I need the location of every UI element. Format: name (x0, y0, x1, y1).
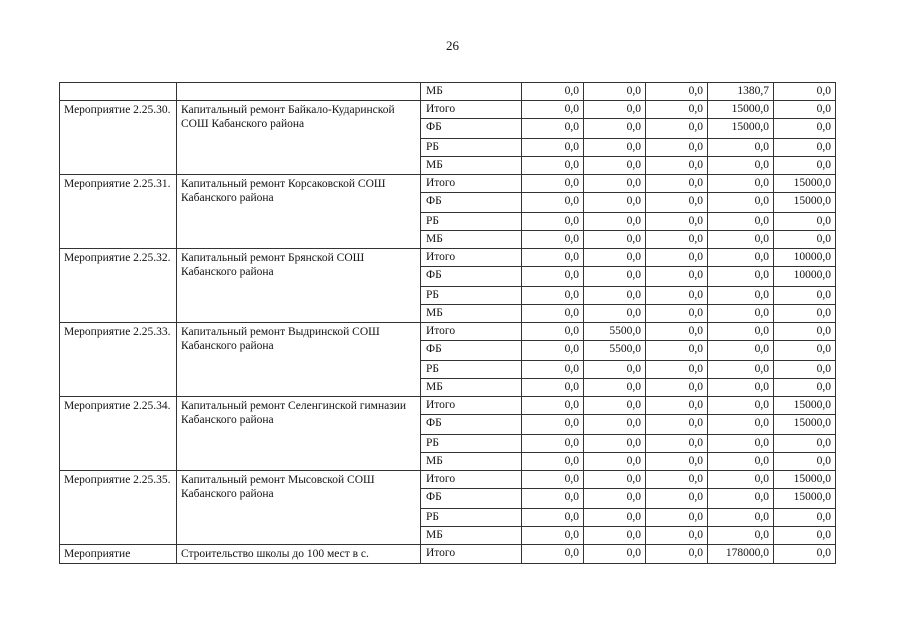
value-cell: 0,0 (522, 379, 584, 397)
funding-source-cell: Итого (421, 101, 522, 119)
funding-source-cell: Итого (421, 323, 522, 341)
table-row (60, 101, 836, 119)
measure-name-cell: Капитальный ремонт Брянской СОШ Кабанского района (177, 249, 421, 323)
value-cell: 0,0 (584, 287, 646, 305)
table-row (60, 175, 836, 193)
value-cell: 0,0 (522, 83, 584, 101)
financing-table (59, 82, 836, 564)
funding-source-cell: Итого (421, 249, 522, 267)
value-cell: 0,0 (774, 139, 836, 157)
value-cell: 0,0 (646, 545, 708, 564)
funding-source-cell: ФБ (421, 489, 522, 509)
value-cell: 0,0 (584, 101, 646, 119)
value-cell: 0,0 (708, 397, 774, 415)
value-cell: 0,0 (646, 379, 708, 397)
value-cell: 0,0 (708, 287, 774, 305)
table-row (60, 83, 836, 101)
value-cell: 0,0 (522, 119, 584, 139)
value-cell: 0,0 (522, 545, 584, 564)
measure-label-cell: Мероприятие 2.25.35. (60, 471, 177, 545)
value-cell: 0,0 (584, 527, 646, 545)
value-cell: 0,0 (646, 341, 708, 361)
funding-source-cell: РБ (421, 213, 522, 231)
funding-source-cell: ФБ (421, 267, 522, 287)
value-cell: 0,0 (708, 249, 774, 267)
value-cell: 0,0 (774, 545, 836, 564)
value-cell: 0,0 (522, 139, 584, 157)
value-cell: 0,0 (708, 361, 774, 379)
value-cell: 0,0 (708, 453, 774, 471)
value-cell: 0,0 (522, 175, 584, 193)
value-cell: 15000,0 (708, 101, 774, 119)
value-cell: 0,0 (584, 379, 646, 397)
value-cell: 0,0 (584, 305, 646, 323)
value-cell: 0,0 (522, 509, 584, 527)
table-body (60, 83, 836, 564)
value-cell: 0,0 (774, 287, 836, 305)
value-cell: 0,0 (646, 139, 708, 157)
value-cell: 15000,0 (774, 415, 836, 435)
value-cell: 0,0 (522, 415, 584, 435)
value-cell: 0,0 (522, 305, 584, 323)
value-cell: 0,0 (646, 323, 708, 341)
funding-source-cell: Итого (421, 471, 522, 489)
value-cell: 0,0 (708, 267, 774, 287)
value-cell: 15000,0 (774, 175, 836, 193)
value-cell: 0,0 (584, 489, 646, 509)
value-cell: 0,0 (708, 231, 774, 249)
value-cell: 0,0 (522, 213, 584, 231)
table-row (60, 249, 836, 267)
value-cell: 0,0 (522, 489, 584, 509)
value-cell: 0,0 (646, 101, 708, 119)
funding-source-cell: МБ (421, 379, 522, 397)
value-cell: 0,0 (646, 415, 708, 435)
value-cell: 0,0 (646, 267, 708, 287)
value-cell: 0,0 (522, 361, 584, 379)
funding-source-cell: РБ (421, 509, 522, 527)
value-cell: 0,0 (522, 231, 584, 249)
value-cell: 15000,0 (708, 119, 774, 139)
value-cell: 0,0 (708, 379, 774, 397)
value-cell: 178000,0 (708, 545, 774, 564)
value-cell: 0,0 (646, 509, 708, 527)
funding-source-cell: МБ (421, 453, 522, 471)
value-cell: 0,0 (646, 435, 708, 453)
value-cell: 15000,0 (774, 397, 836, 415)
funding-source-cell: РБ (421, 361, 522, 379)
value-cell: 0,0 (646, 361, 708, 379)
measure-label-cell: Мероприятие 2.25.30. (60, 101, 177, 175)
measure-label-cell: Мероприятие 2.25.31. (60, 175, 177, 249)
value-cell: 0,0 (646, 305, 708, 323)
value-cell: 0,0 (774, 231, 836, 249)
value-cell: 0,0 (584, 213, 646, 231)
funding-source-cell: ФБ (421, 119, 522, 139)
value-cell: 0,0 (774, 527, 836, 545)
value-cell: 0,0 (774, 305, 836, 323)
funding-source-cell: МБ (421, 231, 522, 249)
funding-source-cell: Итого (421, 397, 522, 415)
value-cell: 5500,0 (584, 323, 646, 341)
measure-label-cell: Мероприятие 2.25.34. (60, 397, 177, 471)
funding-source-cell: РБ (421, 435, 522, 453)
value-cell: 10000,0 (774, 249, 836, 267)
value-cell: 0,0 (522, 249, 584, 267)
value-cell: 0,0 (774, 213, 836, 231)
funding-source-cell: МБ (421, 157, 522, 175)
funding-source-cell: РБ (421, 287, 522, 305)
value-cell: 0,0 (646, 397, 708, 415)
value-cell: 0,0 (646, 453, 708, 471)
value-cell: 0,0 (646, 193, 708, 213)
value-cell: 0,0 (584, 157, 646, 175)
value-cell: 0,0 (522, 435, 584, 453)
measure-name-cell: Капитальный ремонт Селенгинской гимназии Кабанского района (177, 397, 421, 471)
value-cell: 0,0 (708, 323, 774, 341)
value-cell: 0,0 (708, 471, 774, 489)
value-cell: 0,0 (646, 175, 708, 193)
value-cell: 0,0 (646, 213, 708, 231)
value-cell: 0,0 (774, 453, 836, 471)
value-cell: 0,0 (584, 175, 646, 193)
page-number: 26 (446, 38, 459, 53)
value-cell: 0,0 (774, 101, 836, 119)
value-cell: 0,0 (774, 341, 836, 361)
value-cell: 0,0 (646, 527, 708, 545)
value-cell: 0,0 (708, 527, 774, 545)
funding-source-cell: ФБ (421, 415, 522, 435)
value-cell: 0,0 (708, 489, 774, 509)
measure-name-cell (177, 83, 421, 101)
value-cell: 0,0 (646, 489, 708, 509)
funding-source-cell: Итого (421, 545, 522, 564)
value-cell: 0,0 (584, 397, 646, 415)
table-row (60, 323, 836, 341)
value-cell: 0,0 (774, 119, 836, 139)
value-cell: 0,0 (708, 341, 774, 361)
value-cell: 0,0 (522, 471, 584, 489)
value-cell: 0,0 (646, 249, 708, 267)
value-cell: 0,0 (646, 157, 708, 175)
funding-source-cell: ФБ (421, 193, 522, 213)
table-row (60, 471, 836, 489)
value-cell: 0,0 (646, 119, 708, 139)
value-cell: 0,0 (522, 397, 584, 415)
value-cell: 1380,7 (708, 83, 774, 101)
funding-source-cell: МБ (421, 83, 522, 101)
value-cell: 0,0 (522, 267, 584, 287)
value-cell: 0,0 (522, 193, 584, 213)
value-cell: 0,0 (584, 193, 646, 213)
table-row (60, 397, 836, 415)
value-cell: 0,0 (522, 157, 584, 175)
value-cell: 5500,0 (584, 341, 646, 361)
value-cell: 0,0 (646, 287, 708, 305)
value-cell: 0,0 (584, 509, 646, 527)
value-cell: 15000,0 (774, 489, 836, 509)
measure-label-cell: Мероприятие 2.25.33. (60, 323, 177, 397)
value-cell: 0,0 (646, 231, 708, 249)
measure-label-cell (60, 83, 177, 101)
value-cell: 0,0 (584, 471, 646, 489)
value-cell: 0,0 (522, 341, 584, 361)
value-cell: 0,0 (584, 415, 646, 435)
measure-name-cell: Капитальный ремонт Выдринской СОШ Кабанского района (177, 323, 421, 397)
value-cell: 0,0 (774, 83, 836, 101)
value-cell: 0,0 (522, 527, 584, 545)
value-cell: 0,0 (584, 435, 646, 453)
funding-source-cell: ФБ (421, 341, 522, 361)
value-cell: 0,0 (584, 267, 646, 287)
value-cell: 0,0 (708, 435, 774, 453)
value-cell: 0,0 (708, 175, 774, 193)
funding-source-cell: МБ (421, 305, 522, 323)
funding-source-cell: РБ (421, 139, 522, 157)
funding-source-cell: МБ (421, 527, 522, 545)
value-cell: 0,0 (708, 193, 774, 213)
value-cell: 0,0 (646, 471, 708, 489)
value-cell: 0,0 (522, 453, 584, 471)
value-cell: 0,0 (708, 157, 774, 175)
value-cell: 0,0 (708, 509, 774, 527)
value-cell: 0,0 (584, 139, 646, 157)
value-cell: 0,0 (774, 157, 836, 175)
value-cell: 0,0 (774, 509, 836, 527)
value-cell: 0,0 (522, 287, 584, 305)
value-cell: 0,0 (584, 83, 646, 101)
value-cell: 0,0 (584, 231, 646, 249)
value-cell: 0,0 (522, 323, 584, 341)
value-cell: 0,0 (774, 435, 836, 453)
value-cell: 0,0 (584, 453, 646, 471)
value-cell: 0,0 (708, 139, 774, 157)
value-cell: 0,0 (708, 213, 774, 231)
value-cell: 0,0 (774, 361, 836, 379)
value-cell: 15000,0 (774, 193, 836, 213)
value-cell: 0,0 (774, 379, 836, 397)
value-cell: 0,0 (774, 323, 836, 341)
value-cell: 0,0 (584, 119, 646, 139)
measure-name-cell: Капитальный ремонт Мысовской СОШ Кабанского района (177, 471, 421, 545)
value-cell: 15000,0 (774, 471, 836, 489)
value-cell: 10000,0 (774, 267, 836, 287)
measure-label-cell: Мероприятие 2.25.32. (60, 249, 177, 323)
funding-source-cell: Итого (421, 175, 522, 193)
value-cell: 0,0 (522, 101, 584, 119)
measure-label-cell: Мероприятие (60, 545, 177, 564)
value-cell: 0,0 (708, 305, 774, 323)
measure-name-cell: Капитальный ремонт Байкало-Кударинской СОШ Кабанского района (177, 101, 421, 175)
value-cell: 0,0 (584, 361, 646, 379)
measure-name-cell: Строительство школы до 100 мест в с. (177, 545, 421, 564)
measure-name-cell: Капитальный ремонт Корсаковской СОШ Кабанского района (177, 175, 421, 249)
table-row (60, 545, 836, 564)
value-cell: 0,0 (646, 83, 708, 101)
value-cell: 0,0 (708, 415, 774, 435)
value-cell: 0,0 (584, 545, 646, 564)
value-cell: 0,0 (584, 249, 646, 267)
